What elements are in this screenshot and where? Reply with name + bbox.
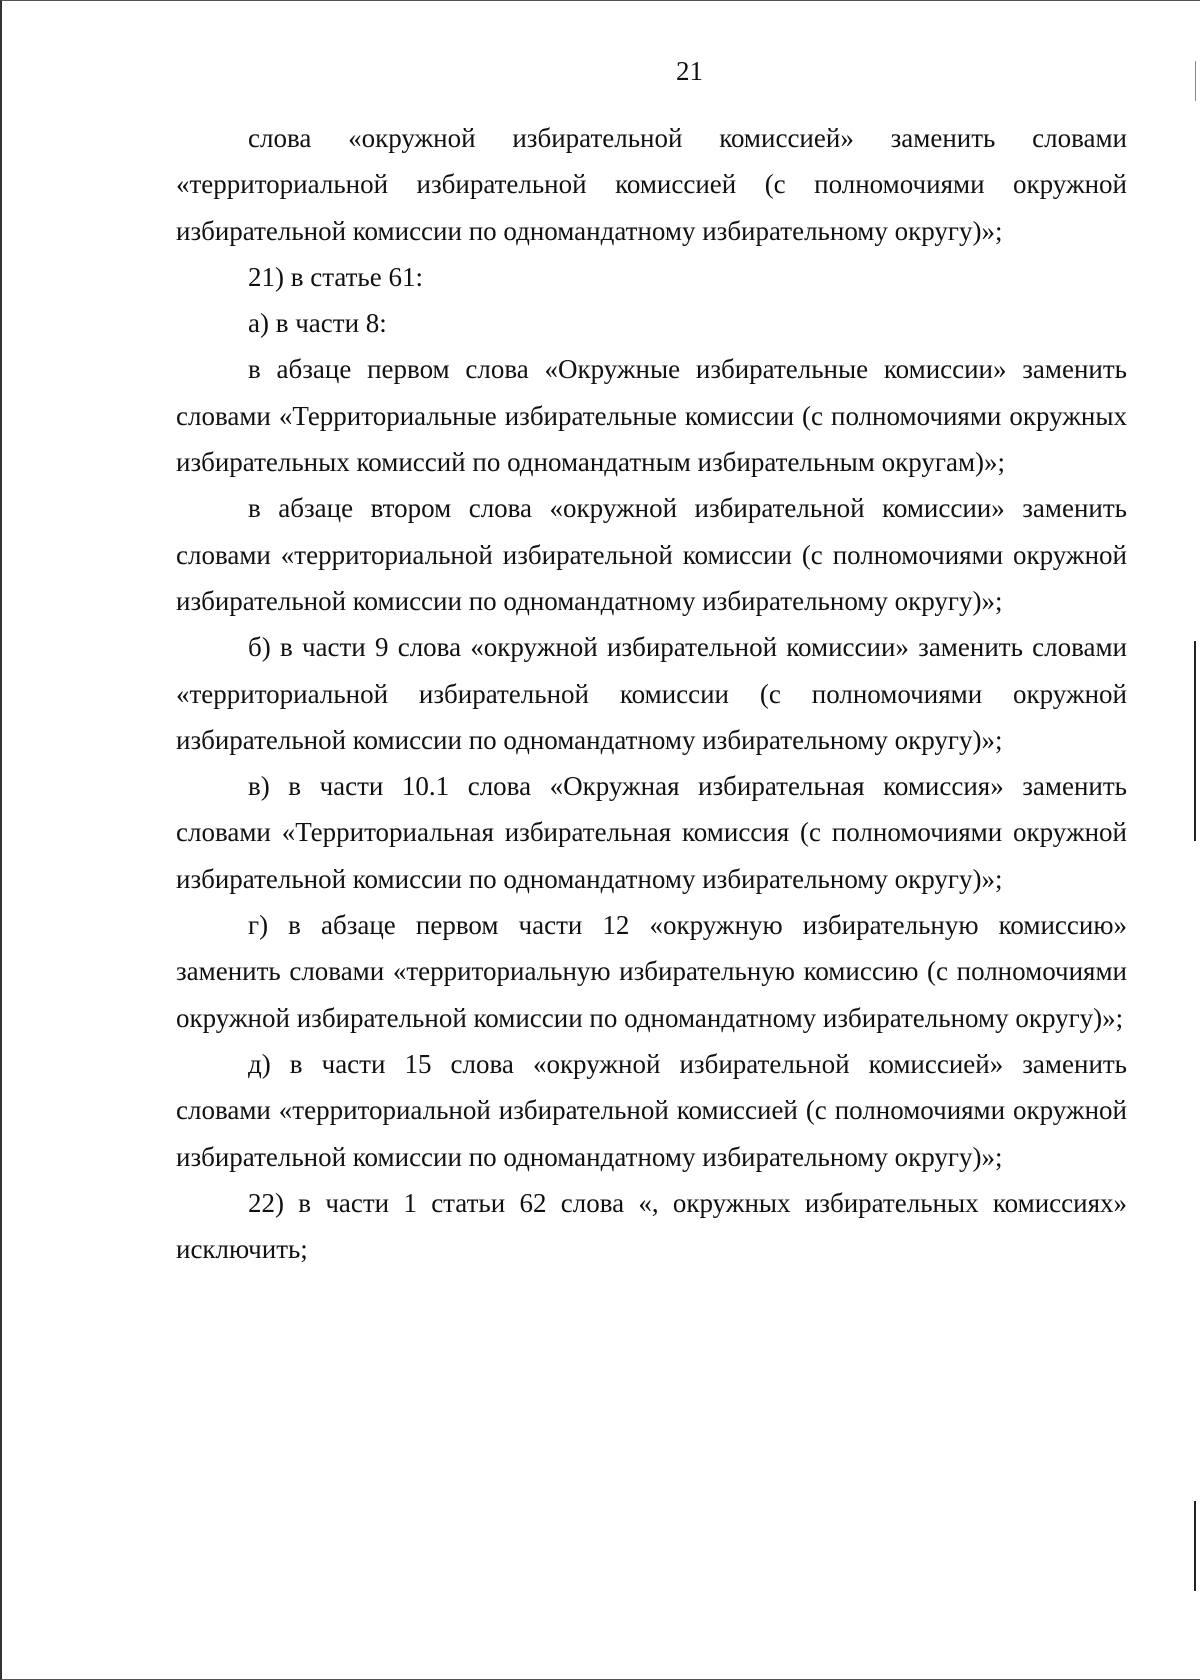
paragraph: в) в части 10.1 слова «Окружная избирательная комиссия» заменить словами «Территориальная избирательная комиссия (с полномочиями окружной избирательной комиссии по одномандатному избирательному округу)»; [176,771,1127,894]
document-body [176,115,1127,1272]
page-number: 21 [676,56,703,86]
paragraph: в абзаце втором слова «окружной избирательной комиссии» заменить словами «территориальной избирательной комиссии (с полномочиями окружной избирательной комиссии по одномандатному избирательному округу)»; [176,493,1127,616]
paragraph: слова «окружной избирательной комиссией» заменить словами «территориальной избирательной комиссией (с полномочиями окружной избирательной комиссии по одномандатному избирательному округу)»; [176,123,1127,246]
paragraph: в абзаце первом слова «Окружные избирательные комиссии» заменить словами «Территориальные избирательные комиссии (с полномочиями окружных избирательных комиссий по одномандатным избирательным округам)»; [176,354,1127,478]
paragraph: а) в части 8: [248,308,387,339]
scan-edge-mark [1194,641,1196,841]
paragraph: д) в части 15 слова «окружной избирательной комиссией» заменить словами «территориальной избирательной комиссией (с полномочиями окружной избирательной комиссии по одномандатному избирательному округу)»; [176,1048,1127,1172]
scan-edge-mark [1194,1501,1196,1591]
paragraph: б) в части 9 слова «окружной избирательной комиссии» заменить словами «территориальной избирательной комиссии (с полномочиями окружной избирательной комиссии по одномандатному избирательному округу)»; [176,632,1127,755]
paragraph: 21) в статье 61: [248,261,423,292]
paragraph: г) в абзаце первом части 12 «окружную избирательную комиссию» заменить словами «территориальную избирательную комиссию (с полномочиями окружной избирательной комиссии по одномандатному избирательному округу)»; [176,910,1127,1033]
paragraph: 22) в части 1 статьи 62 слова «, окружных избирательных комиссиях» исключить; [176,1187,1127,1265]
